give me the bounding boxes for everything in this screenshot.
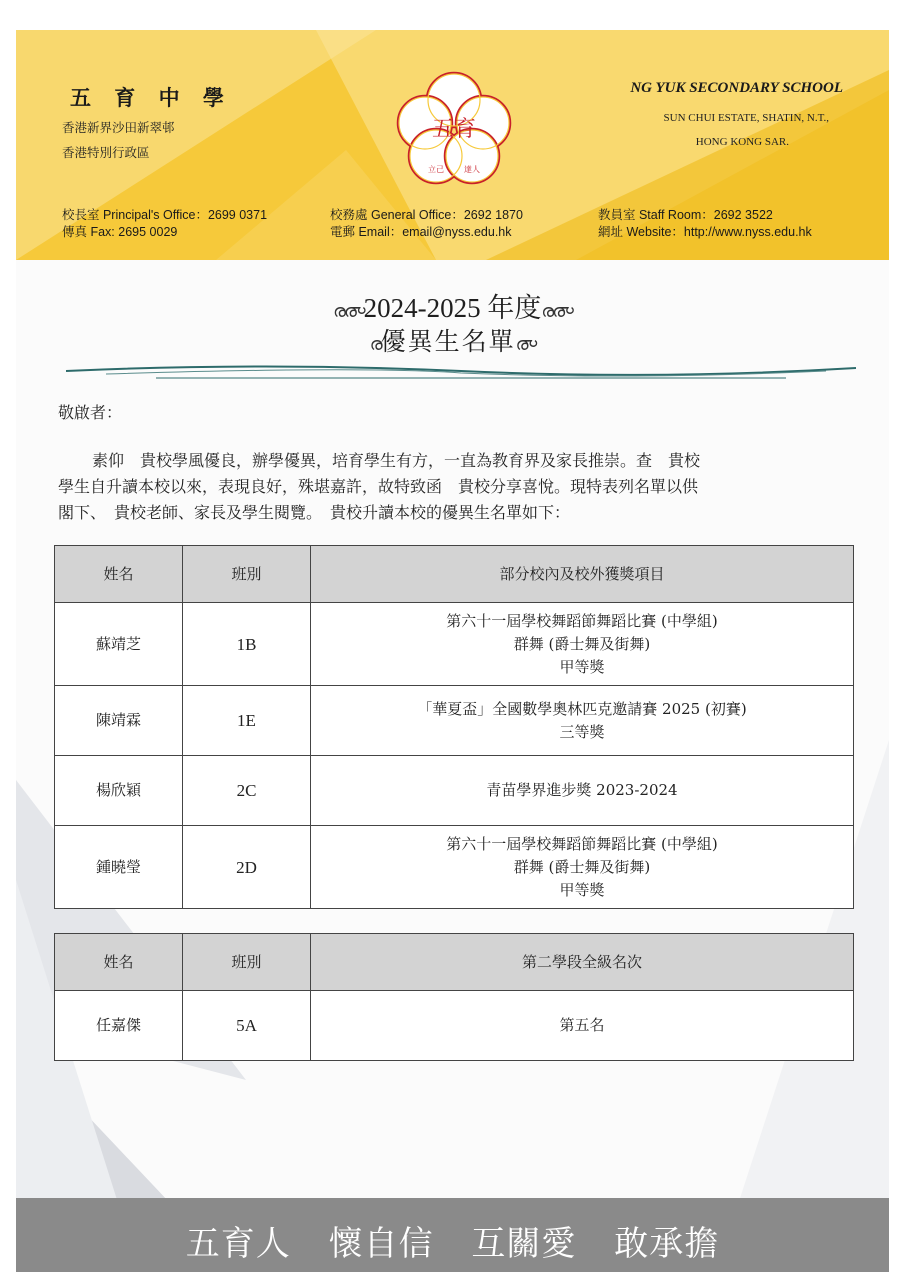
student-name: 任嘉傑 [55, 991, 183, 1061]
fax-number: 傳真 Fax: 2695 0029 [62, 225, 178, 239]
address-english-line2: HONG KONG SAR. [695, 136, 789, 148]
header-rank: 第二學段全級名次 [311, 934, 854, 991]
ornament-left-icon: ര൞ [333, 301, 364, 322]
paragraph-line-1: 素仰 貴校學風優良，辦學優異，培育學生有方，一直為教育界及家長推崇。查 貴校 [92, 451, 701, 470]
award-cell [311, 756, 854, 826]
student-name: 楊欣穎 [55, 756, 183, 826]
school-slogan: 五育人 懷自信 互關愛 敢承擔 [185, 1224, 720, 1264]
contact-block-general [330, 207, 523, 241]
contact-block-staff [598, 207, 812, 241]
contact-block-principal [62, 207, 267, 241]
principal-office-phone: 校長室 Principal's Office：2699 0371 [62, 208, 268, 222]
award-line: 第六十一屆學校舞蹈節舞蹈比賽 (中學組) [446, 834, 718, 853]
address-chinese-line2: 香港特別行政區 [62, 145, 150, 160]
student-name: 蘇靖芝 [55, 603, 183, 686]
student-rank: 第五名 [311, 991, 854, 1061]
school-name-english: NG YUK SECONDARY SCHOOL [630, 80, 843, 96]
award-line: 甲等獎 [559, 880, 605, 899]
ornament-left-icon-2: ര [369, 334, 381, 355]
award-cell [311, 826, 854, 909]
website-url: 網址 Website：http://www.nyss.edu.hk [598, 225, 812, 239]
ornament-right-icon: ര൞ [541, 301, 572, 322]
title-year-text: 2024-2025 年度 [363, 293, 542, 323]
logo-text-right: 達人 [464, 165, 480, 174]
table-header-row [55, 934, 854, 991]
header-class: 班別 [183, 934, 311, 991]
letterhead [16, 30, 889, 260]
logo-text-left: 立己 [428, 165, 444, 174]
intro-paragraph [58, 448, 858, 526]
table-row [55, 686, 854, 756]
student-name: 陳靖霖 [55, 686, 183, 756]
header-name: 姓名 [55, 546, 183, 603]
general-office-phone: 校務處 General Office：2692 1870 [330, 208, 523, 222]
paragraph-line-3: 閣下、 貴校老師、家長及學生閱覽。 貴校升讀本校的優異生名單如下： [58, 503, 571, 522]
award-line: 甲等獎 [559, 657, 605, 676]
award-line: 青苗學界進步獎 2023-2024 [486, 781, 678, 799]
email-address: 電郵 Email：email@nyss.edu.hk [330, 225, 512, 239]
staff-room-phone: 教員室 Staff Room：2692 3522 [598, 208, 773, 222]
table-row [55, 991, 854, 1061]
address-chinese-line1: 香港新界沙田新翠邨 [62, 120, 175, 135]
student-class: 2D [183, 826, 311, 909]
student-class: 5A [183, 991, 311, 1061]
paragraph-line-2: 學生自升讀本校以來，表現良好，殊堪嘉許，故特致函 貴校分享喜悅。現特表列名單以供 [58, 477, 699, 496]
header-name: 姓名 [55, 934, 183, 991]
title-main-text: 優異生名單 [380, 327, 516, 356]
header-class: 班別 [183, 546, 311, 603]
student-class: 2C [183, 756, 311, 826]
ornament-right-icon-2: ൞ [515, 334, 536, 355]
award-line: 群舞 (爵士舞及街舞) [513, 857, 651, 876]
school-name-chinese: 五 育 中 學 [70, 85, 232, 110]
award-line: 三等獎 [559, 722, 605, 741]
letter-page [16, 30, 889, 1272]
footer-banner [16, 1198, 889, 1272]
award-cell [311, 603, 854, 686]
title-divider [66, 360, 856, 382]
student-class: 1B [183, 603, 311, 686]
awards-table [54, 545, 854, 909]
award-cell [311, 686, 854, 756]
header-awards: 部分校內及校外獲獎項目 [311, 546, 854, 603]
table-row [55, 756, 854, 826]
ranking-table [54, 933, 854, 1061]
table-header-row [55, 546, 854, 603]
student-class: 1E [183, 686, 311, 756]
table-row [55, 603, 854, 686]
school-logo [394, 68, 514, 188]
document-title-main [16, 322, 889, 358]
document-title-year [16, 286, 889, 325]
award-line: 群舞 (爵士舞及街舞) [513, 634, 651, 653]
greeting: 敬啟者： [58, 403, 123, 422]
logo-text-main: 五育 [431, 117, 477, 142]
student-name: 鍾曉瑩 [55, 826, 183, 909]
award-line: 「華夏盃」全國數學奧林匹克邀請賽 2025 (初賽) [417, 699, 747, 718]
table-row [55, 826, 854, 909]
award-line: 第六十一屆學校舞蹈節舞蹈比賽 (中學組) [446, 611, 718, 630]
address-english-line1: SUN CHUI ESTATE, SHATIN, N.T., [663, 112, 829, 124]
